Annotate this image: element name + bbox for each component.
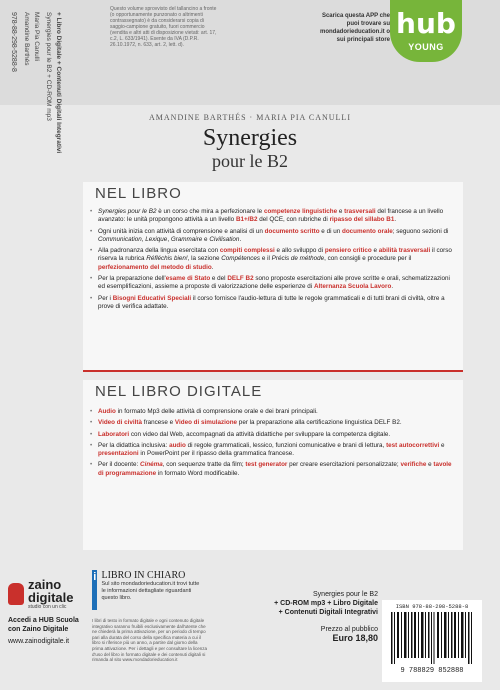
- book-title: Synergies: [202, 125, 298, 151]
- zaino-logo-top: zaino: [28, 577, 62, 592]
- barcode-digits: 9 788829 852888: [400, 667, 464, 675]
- libro-in-chiaro-block: [92, 570, 202, 610]
- spine-author-2: Maria Pia Canulli: [33, 12, 40, 62]
- spine-isbn: 978-88-298-5288-8: [10, 12, 17, 72]
- list-item: • Laboratori con video dal Web, accompagnati da attività didattiche per sviluppare la competenza digitale.: [90, 431, 455, 439]
- product-line-2: + CD-ROM mp3 + Libro Digitale: [274, 600, 378, 607]
- hub-promo-text: Scarica questa APP che puoi trovare su mondadorieducation.it o sui principali store: [320, 13, 390, 43]
- product-line-1: Synergies pour le B2: [313, 591, 378, 598]
- list-item: • Synergies pour le B2 è un corso che mira a perfezionare le competenze linguistiche e trasversali del francese a un livello avanzato: le unità propongono attività a un livello B1+/B2 del QCE, con rubriche di ripasso del sillabo B1.: [90, 208, 455, 225]
- list-item: • Ogni unità inizia con attività di comprensione e analisi di un documento scritto e di un documento orale; seguono sezioni di Communication, Lexique, Grammaire e Civilisation.: [90, 228, 455, 245]
- list-item: • Audio in formato Mp3 delle attività di comprensione orale e dei brani principali.: [90, 408, 455, 416]
- bind-text: Synergies: [98, 208, 127, 215]
- hub-young-text: YOUNG: [408, 42, 444, 52]
- hub-young-logo: [390, 0, 462, 62]
- nel-libro-heading: NEL LIBRO: [95, 185, 182, 202]
- info-icon: i: [92, 570, 97, 610]
- barcode-isbn: ISBN 978-88-298-5288-8: [395, 603, 469, 610]
- zaino-url[interactable]: www.zainodigitale.it: [8, 638, 70, 645]
- product-info: [228, 590, 378, 643]
- price-label: Prezzo al pubblico: [320, 626, 378, 633]
- list-item: • Per la didattica inclusiva: audio di regole grammaticali, lessico, funzioni comunicative e brani di lettura, test autocorrettivi e presentazioni in PowerPoint per il ripasso della grammatica francese.: [90, 442, 455, 459]
- digital-license-text: I libri di testo in formato digitale e ogni contenuto digitale integrativo saranno fruibili esclusivamente dall'utente che ne chiederà la prima attivazione, per un periodo di tempo pari alla durata del corso della specifica materia a cui il libro si riferisce più un anno, a partire dal giorno della prima attivazione. Per i dettagli e per consultare la licenza d'uso del libro in formato digitale e dei contenuti digitali si rimanda al sito www.mondadorieducation.it: [92, 618, 208, 663]
- list-item: • Video di civiltà francese e Video di simulazione per la preparazione alla certificazione linguistica DELF B2.: [90, 419, 455, 427]
- nel-libro-digitale-heading: NEL LIBRO DIGITALE: [95, 383, 263, 400]
- list-item: • Per la preparazione dell'esame di Stato e del DELF B2 sono proposte esercitazioni alle prove scritte e orali, schematizzazioni ed esemplificazioni, assieme a proposte di valorizzazione delle esperienze di Alternanza Scuola Lavoro.: [90, 275, 455, 292]
- nel-libro-digitale-list: [90, 408, 455, 481]
- barcode-bars: [387, 612, 477, 664]
- list-item: • Per il docente: Cinéma, con sequenze tratte da film; test generator per creare esercitazioni personalizzate; verifiche e tavole di programmazione in formato Word modificabile.: [90, 461, 455, 478]
- book-subtitle: pour le B2: [212, 151, 288, 171]
- hub-logo-text: hub: [396, 7, 456, 40]
- zaino-logo-bottom: digitale: [28, 590, 74, 605]
- price: Euro 18,80: [332, 633, 378, 643]
- spine-title-2: + Libro Digitale + Contenuti Digitali Integrativi: [55, 12, 62, 154]
- zaino-digitale-block: [8, 578, 88, 645]
- libro-in-chiaro-heading: LIBRO IN CHIARO: [101, 570, 186, 581]
- list-item: • Alla padronanza della lingua esercitata con compiti complessi e allo sviluppo di pensiero critico e abilità trasversali il corso riserva la rubrica Réfléchis bien!, la sezione Compétences e il Précis de méthode, con consigli e procedure per il perfezionamento del metodo di studio.: [90, 247, 455, 272]
- nel-libro-list: [90, 208, 455, 314]
- backpack-icon: [8, 583, 24, 605]
- barcode: [382, 600, 482, 682]
- authors: AMANDINE BARTHÉS · MARIA PIA CANULLI: [149, 113, 351, 122]
- zaino-tagline: studio con un clic: [28, 604, 67, 610]
- product-line-3: + Contenuti Digitali Integrativi: [278, 609, 378, 616]
- legal-notice: Questo volume sprovvisto del tallancino a fronte (o opportunamente punzonato o altrimenti contrassegnato) è da considerarsi copia di saggio-campione gratuito, fuori commercio (vendita e altri atti di disposizione vietati: art. 17, c.2, L. 633/1941). Esente da IVA (D.P.R. 26.10.1972, n. 633, art. 2, lett. d).: [110, 6, 217, 48]
- zaino-access-text: Accedi a HUB Scuola con Zaino Digitale: [8, 617, 79, 633]
- spine-author-1: Amandine Barthés: [23, 12, 30, 66]
- spine-title-1: Synergies pour le B2 + CD-ROM mp3: [45, 12, 52, 121]
- list-item: • Per i Bisogni Educativi Speciali il corso fornisce l'audio-lettura di tutte le regole grammaticali e di tutti brani di civiltà, oltre a prove di verifica adattate.: [90, 295, 455, 312]
- libro-in-chiaro-text: Sul sito mondadorieducation.it trovi tutte le informazioni dettagliate riguardanti questo libro.: [101, 581, 200, 601]
